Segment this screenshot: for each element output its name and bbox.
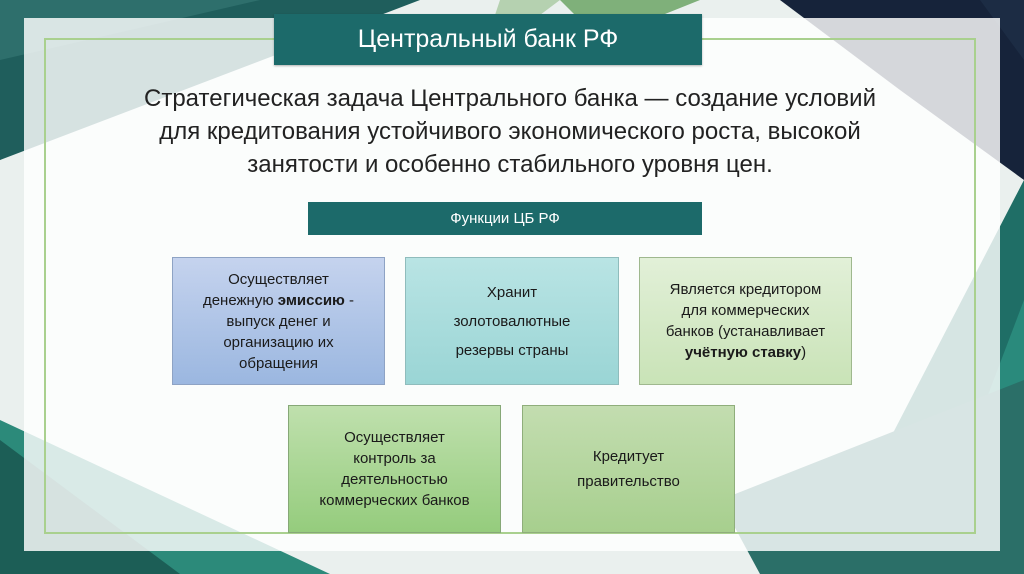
function-box-line: учётную ставку)	[684, 344, 807, 361]
slide-title: Центральный банк РФ	[274, 14, 702, 65]
function-box-line: правительство	[577, 473, 680, 490]
lead-line-2: для кредитования устойчивого экономического роста, высокой	[159, 118, 861, 145]
lead-line-1: Стратегическая задача Центрального банка — создание условий	[144, 85, 876, 112]
function-box-line: денежную эмиссию -	[202, 291, 355, 309]
function-box-line: золотовалютные	[453, 312, 571, 330]
function-box-line: коммерческих банков	[319, 492, 470, 509]
function-box-lender	[639, 257, 852, 385]
function-box-line: Является кредитором	[669, 281, 822, 298]
function-box-line: Хранит	[486, 283, 538, 301]
function-box-line: для коммерческих	[681, 302, 810, 319]
lead-line-3: занятости и особенно стабильного уровня цен.	[247, 151, 773, 178]
function-box-line: обращения	[239, 354, 318, 372]
function-box-line: выпуск денег и	[226, 312, 331, 330]
function-box-line: Кредитует	[592, 448, 665, 465]
function-box-line: деятельностью	[341, 471, 448, 488]
function-box-government-credit	[522, 405, 735, 533]
function-box-emission	[172, 257, 385, 385]
function-box-line: банков (устанавливает	[665, 323, 826, 340]
discount-rate-term: учётную ставку	[684, 344, 802, 361]
functions-header: Функции ЦБ РФ	[308, 202, 702, 235]
strategic-goal-text	[70, 82, 950, 181]
function-box-line: резервы страны	[455, 341, 569, 359]
function-box-line: контроль за	[353, 450, 436, 467]
function-box-reserves	[405, 257, 619, 385]
emission-term: эмиссию	[277, 291, 345, 309]
function-box-line: Осуществляет	[344, 429, 445, 446]
function-box-supervision	[288, 405, 501, 533]
function-box-line: организацию их	[223, 333, 334, 351]
function-box-line: Осуществляет	[228, 270, 329, 288]
